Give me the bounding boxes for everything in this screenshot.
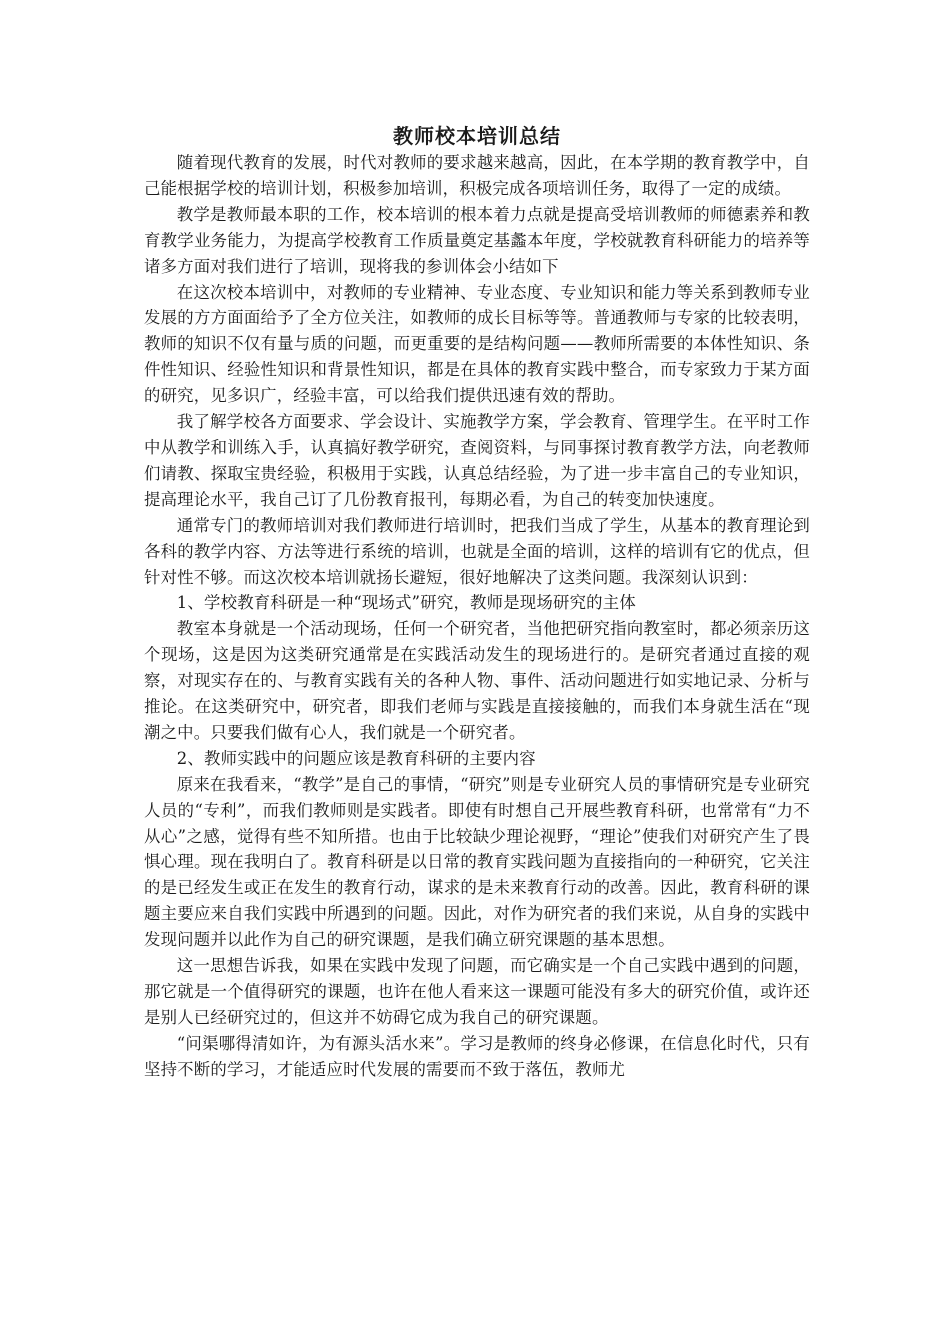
- paragraph-9: “问渠哪得清如许，为有源头活水来”。学习是教师的终身必修课，在信息化时代，只有坚持不断的学习，才能适应时代发展的需要而不致于落伍，教师尤: [144, 1033, 810, 1079]
- document-body: [144, 122, 810, 1083]
- paragraph-2: 教学是教师最本职的工作，校本培训的根本着力点就是提高受培训教师的师德素养和教育教学业务能力，为提高学校教育工作质量奠定基蠡本年度，学校就教育科研能力的培养等诸多方面对我们进行了培训，现将我的参训体会小结如下: [144, 204, 810, 276]
- paragraph-1: 随着现代教育的发展，时代对教师的要求越来越高，因此，在本学期的教育教学中，自己能根据学校的培训计划，积极参加培训，积极完成各项培训任务，取得了一定的成绩。: [144, 153, 810, 198]
- paragraph-4: 我了解学校各方面要求、学会设计、实施教学方案，学会教育、管理学生。在平时工作中从教学和训练入手，认真搞好教学研究，查阅资料，与同事探讨教育教学方法，向老教师们请教、探取宝贵经验，积极用于实践，认真总结经验，为了进一步丰富自己的专业知识，提高理论水平，我自己订了几份教育报刊，每期必看，为自己的转变加快速度。: [144, 412, 810, 509]
- paragraph-7: 原来在我看来，“教学”是自己的事情，“研究”则是专业研究人员的事情研究是专业研究人员的“专利”，而我们教师则是实践者。即使有时想自己开展些教育科研，也常常有“力不从心”之感，觉得有些不知所措。也由于比较缺少理论视野，“理论”使我们对研究产生了畏惧心理。现在我明白了。教育科研是以日常的教育实践问题为直接指向的一种研究，它关注的是已经发生或正在发生的教育行动，谋求的是未来教育行动的改善。因此，教育科研的课题主要应来自我们实践中所遇到的问题。因此，对作为研究者的我们来说，从自身的实践中发现问题并以此作为自己的研究课题，是我们确立研究课题的基本思想。: [144, 774, 810, 950]
- paragraph-3: 在这次校本培训中，对教师的专业精神、专业态度、专业知识和能力等关系到教师专业发展的方方面面给予了全方位关注，如教师的成长目标等等。普通教师与专家的比较表明，教师的知识不仅有量与质的问题，而更重要的是结构问题——教师所需要的本体性知识、条件性知识、经验性知识和背景性知识，都是在具体的教育实践中整合，而专家致力于某方面的研究，见多识广，经验丰富，可以给我们提供迅速有效的帮助。: [144, 282, 810, 406]
- section-heading-2: 2、教师实践中的问题应该是教育科研的主要内容: [176, 748, 536, 768]
- paragraph-5: 通常专门的教师培训对我们教师进行培训时，把我们当成了学生，从基本的教育理论到各科的教学内容、方法等进行系统的培训，也就是全面的培训，这样的培训有它的优点，但针对性不够。而这次校本培训就扬长避短，很好地解决了这类问题。我深刻认识到：: [144, 515, 810, 587]
- document-title: 教师校本培训总结: [393, 124, 561, 148]
- paragraph-8: 这一思想告诉我，如果在实践中发现了问题，而它确实是一个自己实践中遇到的问题，那它就是一个值得研究的课题，也许在他人看来这一课题可能没有多大的研究价值，或许还是别人已经研究过的，但这并不妨碍它成为我自己的研究课题。: [144, 956, 810, 1027]
- section-heading-1: 1、学校教育科研是一种“现场式”研究，教师是现场研究的主体: [176, 593, 636, 613]
- paragraph-6: 教室本身就是一个活动现场，任何一个研究者，当他把研究指向教室时，都必须亲历这个现场，这是因为这类研究通常是在实践活动发生的现场进行的。是研究者通过直接的观察，对现实存在的、与教育实践有关的各种人物、事件、活动问题进行如实地记录、分析与推论。在这类研究中，研究者，即我们老师与实践是直接接触的，而我们本身就生活在“现潮之中。只要我们做有心人，我们就是一个研究者。: [144, 619, 810, 742]
